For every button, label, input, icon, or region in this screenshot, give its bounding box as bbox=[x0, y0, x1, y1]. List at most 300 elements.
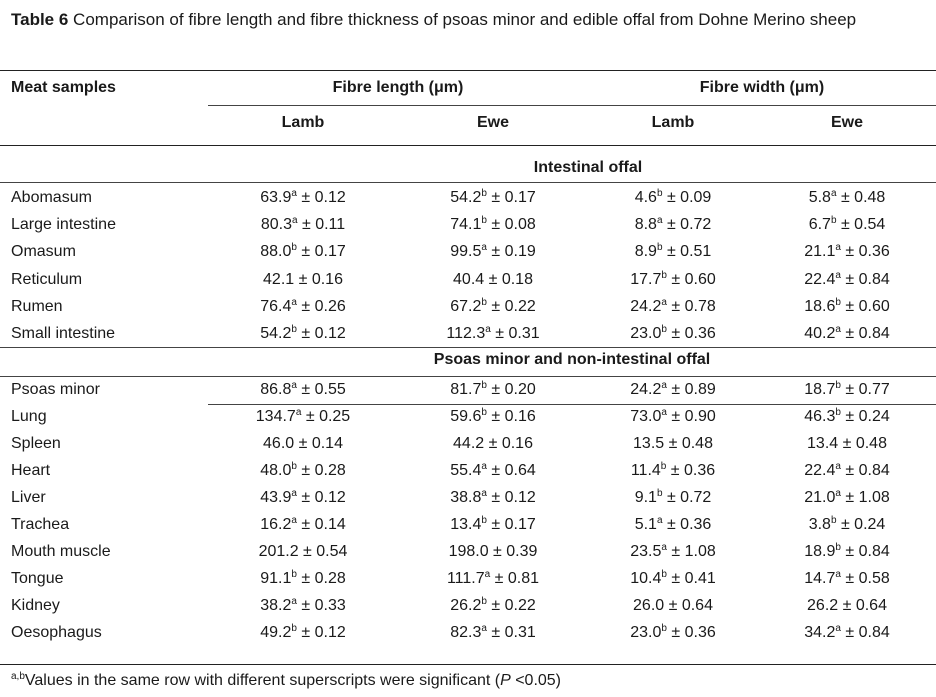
table-row bbox=[0, 430, 936, 457]
row-label: Omasum bbox=[11, 243, 76, 260]
cell-superscript: a bbox=[661, 380, 667, 391]
cell-error: 0.81 bbox=[507, 570, 540, 587]
subheader-lamb-width: Lamb bbox=[651, 114, 695, 131]
cell-superscript: b bbox=[291, 242, 297, 253]
cell-error: 0.72 bbox=[680, 216, 712, 233]
cell-error: 0.90 bbox=[684, 408, 716, 425]
cell-mean: 3.8 bbox=[808, 516, 831, 533]
table-cell bbox=[588, 238, 758, 265]
cell-superscript: b bbox=[481, 515, 487, 526]
table-cell bbox=[758, 320, 936, 347]
table-cell bbox=[398, 565, 588, 592]
cell-mean: 112.3 bbox=[446, 325, 486, 342]
row-label: Lung bbox=[11, 408, 47, 425]
plus-minus-sign: ± bbox=[296, 298, 315, 315]
cell-error: 0.18 bbox=[501, 271, 533, 288]
section-rule bbox=[0, 182, 936, 183]
table-row bbox=[0, 403, 936, 430]
cell-error: 0.08 bbox=[504, 216, 536, 233]
table-cell bbox=[588, 619, 758, 646]
cell-mean: 40.2 bbox=[804, 325, 836, 342]
table-row bbox=[0, 238, 936, 265]
table-cell bbox=[758, 184, 936, 211]
cell-error: 0.36 bbox=[684, 462, 716, 479]
row-label: Oesophagus bbox=[11, 624, 102, 641]
plus-minus-sign: ± bbox=[666, 271, 685, 288]
cell-superscript: b bbox=[661, 569, 667, 580]
plus-minus-sign: ± bbox=[297, 216, 316, 233]
cell-mean: 54.2 bbox=[260, 325, 292, 342]
plus-minus-sign: ± bbox=[666, 624, 685, 641]
cell-mean: 10.4 bbox=[630, 570, 662, 587]
table-row bbox=[0, 376, 936, 403]
table-cell bbox=[758, 430, 936, 457]
cell-error: 0.58 bbox=[858, 570, 890, 587]
cell-mean: 54.2 bbox=[450, 189, 482, 206]
cell-error: 0.48 bbox=[681, 435, 713, 452]
cell-mean: 5.8 bbox=[808, 189, 831, 206]
cell-error: 0.72 bbox=[680, 489, 712, 506]
cell-superscript: b bbox=[481, 407, 487, 418]
cell-mean: 63.9 bbox=[260, 189, 292, 206]
table-cell bbox=[758, 619, 936, 646]
plus-minus-sign: ± bbox=[486, 462, 505, 479]
bottom-rule bbox=[0, 664, 936, 665]
cell-error: 0.24 bbox=[854, 516, 886, 533]
table-cell bbox=[208, 211, 398, 238]
plus-minus-sign: ± bbox=[296, 624, 315, 641]
cell-error: 0.84 bbox=[858, 543, 890, 560]
table-row bbox=[0, 619, 936, 646]
cell-superscript: a bbox=[291, 380, 297, 391]
cell-error: 0.16 bbox=[501, 435, 533, 452]
cell-superscript: a bbox=[481, 461, 487, 472]
plus-minus-sign: ± bbox=[666, 462, 685, 479]
header-bottom-rule bbox=[0, 145, 936, 146]
plus-minus-sign: ± bbox=[666, 570, 685, 587]
plus-minus-sign: ± bbox=[296, 243, 315, 260]
cell-superscript: a bbox=[835, 488, 841, 499]
cell-mean: 49.2 bbox=[260, 624, 292, 641]
caption-text: Comparison of fibre length and fibre thickness of psoas minor and edible offal from Dohne Merino sheep bbox=[68, 10, 857, 29]
plus-minus-sign: ± bbox=[490, 570, 508, 587]
cell-error: 0.12 bbox=[314, 624, 346, 641]
table-row bbox=[0, 565, 936, 592]
cell-mean: 13.4 bbox=[807, 435, 839, 452]
cell-error: 0.22 bbox=[504, 298, 536, 315]
cell-superscript: a bbox=[835, 461, 841, 472]
table-cell bbox=[588, 538, 758, 565]
cell-error: 1.08 bbox=[858, 489, 890, 506]
cell-error: 0.60 bbox=[684, 271, 716, 288]
cell-superscript: a bbox=[484, 569, 491, 580]
plus-minus-sign: ± bbox=[840, 543, 859, 560]
cell-error: 0.39 bbox=[506, 543, 538, 560]
plus-minus-sign: ± bbox=[662, 489, 681, 506]
cell-error: 0.17 bbox=[504, 189, 536, 206]
cell-mean: 76.4 bbox=[260, 298, 292, 315]
plus-minus-sign: ± bbox=[662, 516, 681, 533]
row-label: Kidney bbox=[11, 597, 60, 614]
cell-superscript: a bbox=[481, 488, 487, 499]
table-cell bbox=[588, 376, 758, 403]
table-row bbox=[0, 484, 936, 511]
cell-error: 0.16 bbox=[504, 408, 536, 425]
cell-mean: 74.1 bbox=[450, 216, 482, 233]
cell-superscript: a bbox=[656, 215, 663, 226]
cell-superscript: b bbox=[481, 188, 487, 199]
cell-error: 0.55 bbox=[314, 381, 346, 398]
cell-mean: 111.7 bbox=[446, 570, 485, 587]
cell-superscript: a bbox=[291, 297, 297, 308]
section-title: Intestinal offal bbox=[533, 159, 643, 176]
header-fibre-width: Fibre width (μm) bbox=[699, 79, 825, 96]
cell-superscript: a bbox=[835, 324, 841, 335]
table-cell bbox=[398, 320, 588, 347]
cell-error: 0.22 bbox=[504, 597, 536, 614]
plus-minus-sign: ± bbox=[486, 189, 505, 206]
table-row bbox=[0, 511, 936, 538]
cell-error: 0.26 bbox=[314, 298, 346, 315]
cell-mean: 9.1 bbox=[634, 489, 657, 506]
cell-error: 0.16 bbox=[311, 271, 343, 288]
cell-error: 0.28 bbox=[314, 570, 346, 587]
cell-error: 0.64 bbox=[681, 597, 713, 614]
row-label: Large intestine bbox=[11, 216, 116, 233]
cell-mean: 24.2 bbox=[630, 298, 662, 315]
cell-error: 0.14 bbox=[311, 435, 343, 452]
cell-superscript: a bbox=[661, 297, 667, 308]
row-label: Mouth muscle bbox=[11, 543, 111, 560]
top-rule bbox=[0, 70, 936, 71]
table-cell bbox=[208, 511, 398, 538]
cell-error: 0.84 bbox=[858, 271, 890, 288]
table-cell bbox=[398, 184, 588, 211]
cell-mean: 91.1 bbox=[260, 570, 292, 587]
cell-error: 0.60 bbox=[858, 298, 890, 315]
plus-minus-sign: ± bbox=[840, 624, 859, 641]
subheader-lamb-length: Lamb bbox=[281, 114, 325, 131]
footnote-tail: <0.05) bbox=[510, 672, 562, 689]
plus-minus-sign: ± bbox=[666, 408, 685, 425]
cell-mean: 8.9 bbox=[634, 243, 657, 260]
plus-minus-sign: ± bbox=[840, 243, 859, 260]
plus-minus-sign: ± bbox=[298, 543, 317, 560]
cell-mean: 21.1 bbox=[804, 243, 836, 260]
subheader-ewe-width: Ewe bbox=[830, 114, 863, 131]
plus-minus-sign: ± bbox=[296, 570, 315, 587]
cell-mean: 11.4 bbox=[630, 462, 661, 479]
table-cell bbox=[398, 430, 588, 457]
table-cell bbox=[758, 511, 936, 538]
cell-error: 0.28 bbox=[314, 462, 346, 479]
plus-minus-sign: ± bbox=[666, 381, 685, 398]
cell-mean: 67.2 bbox=[450, 298, 482, 315]
cell-superscript: a bbox=[656, 515, 663, 526]
plus-minus-sign: ± bbox=[666, 325, 685, 342]
footnote-text: Values in the same row with different superscripts were significant ( bbox=[24, 672, 501, 689]
cell-mean: 17.7 bbox=[630, 271, 662, 288]
cell-superscript: a bbox=[295, 407, 302, 418]
cell-mean: 80.3 bbox=[260, 216, 292, 233]
plus-minus-sign: ± bbox=[840, 489, 859, 506]
plus-minus-sign: ± bbox=[666, 298, 685, 315]
table-cell bbox=[398, 511, 588, 538]
cell-mean: 23.0 bbox=[630, 624, 662, 641]
table-cell bbox=[758, 457, 936, 484]
plus-minus-sign: ± bbox=[486, 381, 505, 398]
cell-mean: 34.2 bbox=[804, 624, 836, 641]
cell-error: 0.51 bbox=[680, 243, 712, 260]
cell-superscript: b bbox=[481, 380, 487, 391]
cell-superscript: a bbox=[835, 270, 841, 281]
table-cell bbox=[588, 430, 758, 457]
plus-minus-sign: ± bbox=[294, 435, 312, 452]
table-cell bbox=[758, 211, 936, 238]
cell-error: 0.12 bbox=[504, 489, 536, 506]
plus-minus-sign: ± bbox=[836, 189, 855, 206]
cell-superscript: b bbox=[656, 488, 663, 499]
table-caption bbox=[11, 9, 926, 31]
cell-superscript: b bbox=[835, 542, 841, 553]
table-cell bbox=[588, 565, 758, 592]
cell-mean: 22.4 bbox=[804, 462, 836, 479]
cell-error: 0.54 bbox=[854, 216, 886, 233]
cell-error: 0.11 bbox=[315, 216, 346, 233]
cell-mean: 55.4 bbox=[450, 462, 482, 479]
cell-error: 0.12 bbox=[314, 325, 346, 342]
table-label: Table 6 bbox=[11, 10, 69, 29]
cell-mean: 59.6 bbox=[450, 408, 482, 425]
plus-minus-sign: ± bbox=[664, 435, 682, 452]
plus-minus-sign: ± bbox=[484, 271, 502, 288]
plus-minus-sign: ± bbox=[662, 216, 681, 233]
cell-superscript: b bbox=[661, 623, 667, 634]
cell-superscript: b bbox=[830, 215, 837, 226]
cell-mean: 38.8 bbox=[450, 489, 482, 506]
row-label: Spleen bbox=[11, 435, 61, 452]
cell-superscript: a bbox=[835, 242, 841, 253]
table-cell bbox=[208, 619, 398, 646]
table-row bbox=[0, 457, 936, 484]
subheader-ewe-length: Ewe bbox=[476, 114, 509, 131]
cell-superscript: a bbox=[485, 324, 491, 335]
plus-minus-sign: ± bbox=[838, 597, 856, 614]
cell-mean: 4.6 bbox=[634, 189, 657, 206]
cell-mean: 23.0 bbox=[630, 325, 662, 342]
plus-minus-sign: ± bbox=[296, 381, 315, 398]
cell-error: 0.84 bbox=[858, 325, 890, 342]
table-cell bbox=[398, 484, 588, 511]
table-cell bbox=[398, 592, 588, 619]
plus-minus-sign: ± bbox=[840, 271, 859, 288]
table-cell bbox=[398, 238, 588, 265]
plus-minus-sign: ± bbox=[486, 243, 505, 260]
header-group-rule bbox=[208, 105, 936, 106]
cell-error: 0.64 bbox=[855, 597, 887, 614]
cell-superscript: b bbox=[481, 215, 487, 226]
cell-error: 0.12 bbox=[314, 189, 346, 206]
cell-mean: 38.2 bbox=[260, 597, 292, 614]
cell-error: 0.31 bbox=[508, 325, 540, 342]
table-cell bbox=[758, 293, 936, 320]
row-label: Psoas minor bbox=[11, 381, 100, 398]
table-cell bbox=[588, 266, 758, 293]
table-cell bbox=[758, 403, 936, 430]
cell-superscript: b bbox=[291, 461, 297, 472]
cell-error: 0.14 bbox=[314, 516, 346, 533]
cell-mean: 42.1 bbox=[263, 271, 295, 288]
cell-superscript: a bbox=[291, 515, 297, 526]
cell-mean: 26.2 bbox=[450, 597, 482, 614]
row-label: Heart bbox=[11, 462, 51, 479]
row-label: Trachea bbox=[11, 516, 70, 533]
cell-mean: 14.7 bbox=[804, 570, 836, 587]
table-cell bbox=[588, 592, 758, 619]
cell-superscript: b bbox=[481, 297, 487, 308]
cell-error: 0.33 bbox=[314, 597, 346, 614]
cell-mean: 18.7 bbox=[804, 381, 836, 398]
cell-superscript: a bbox=[661, 407, 667, 418]
cell-superscript: a bbox=[830, 188, 837, 199]
cell-superscript: b bbox=[656, 242, 663, 253]
cell-error: 0.17 bbox=[504, 516, 536, 533]
table-cell bbox=[398, 266, 588, 293]
row-label: Tongue bbox=[11, 570, 64, 587]
table-cell bbox=[588, 211, 758, 238]
cell-superscript: b bbox=[835, 380, 841, 391]
table-cell bbox=[208, 266, 398, 293]
plus-minus-sign: ± bbox=[488, 543, 507, 560]
plus-minus-sign: ± bbox=[486, 597, 505, 614]
cell-mean: 43.9 bbox=[260, 489, 292, 506]
plus-minus-sign: ± bbox=[294, 271, 312, 288]
section-rule bbox=[0, 347, 936, 348]
cell-superscript: a bbox=[291, 188, 297, 199]
cell-mean: 8.8 bbox=[634, 216, 657, 233]
table-cell bbox=[398, 538, 588, 565]
plus-minus-sign: ± bbox=[296, 597, 315, 614]
plus-minus-sign: ± bbox=[840, 325, 859, 342]
table-cell bbox=[208, 430, 398, 457]
table-cell bbox=[208, 238, 398, 265]
cell-mean: 22.4 bbox=[804, 271, 836, 288]
table-cell bbox=[758, 592, 936, 619]
cell-mean: 198.0 bbox=[448, 543, 489, 560]
table-cell bbox=[208, 592, 398, 619]
table-cell bbox=[398, 293, 588, 320]
table-cell bbox=[208, 293, 398, 320]
table-cell bbox=[208, 403, 398, 430]
table-row bbox=[0, 266, 936, 293]
table-cell bbox=[588, 457, 758, 484]
cell-mean: 99.5 bbox=[450, 243, 482, 260]
cell-error: 0.54 bbox=[316, 543, 348, 560]
plus-minus-sign: ± bbox=[486, 298, 505, 315]
cell-error: 1.08 bbox=[684, 543, 716, 560]
cell-error: 0.36 bbox=[858, 243, 890, 260]
cell-superscript: a bbox=[481, 623, 487, 634]
table-row bbox=[0, 538, 936, 565]
plus-minus-sign: ± bbox=[666, 543, 685, 560]
table-cell bbox=[588, 511, 758, 538]
cell-mean: 81.7 bbox=[450, 381, 482, 398]
cell-error: 0.31 bbox=[504, 624, 536, 641]
table-cell bbox=[398, 619, 588, 646]
cell-superscript: b bbox=[481, 596, 487, 607]
table-cell bbox=[758, 484, 936, 511]
cell-error: 0.84 bbox=[858, 624, 890, 641]
cell-superscript: a bbox=[291, 488, 297, 499]
cell-mean: 13.5 bbox=[633, 435, 665, 452]
cell-error: 0.09 bbox=[680, 189, 712, 206]
cell-mean: 86.8 bbox=[260, 381, 292, 398]
table-cell bbox=[588, 484, 758, 511]
plus-minus-sign: ± bbox=[838, 435, 856, 452]
row-label: Reticulum bbox=[11, 271, 83, 288]
cell-error: 0.48 bbox=[854, 189, 886, 206]
table-cell bbox=[208, 565, 398, 592]
table-cell bbox=[208, 320, 398, 347]
cell-error: 0.24 bbox=[858, 408, 890, 425]
cell-error: 0.48 bbox=[855, 435, 887, 452]
cell-mean: 82.3 bbox=[450, 624, 482, 641]
cell-error: 0.41 bbox=[684, 570, 716, 587]
cell-mean: 26.2 bbox=[807, 597, 839, 614]
cell-superscript: b bbox=[660, 461, 667, 472]
row-label: Rumen bbox=[11, 298, 63, 315]
footnote bbox=[11, 672, 561, 690]
plus-minus-sign: ± bbox=[301, 408, 320, 425]
cell-superscript: b bbox=[835, 297, 841, 308]
plus-minus-sign: ± bbox=[840, 570, 859, 587]
table-cell bbox=[588, 403, 758, 430]
cell-error: 0.36 bbox=[684, 325, 716, 342]
cell-mean: 18.9 bbox=[804, 543, 836, 560]
cell-superscript: a bbox=[661, 542, 667, 553]
table-cell bbox=[208, 376, 398, 403]
cell-superscript: b bbox=[291, 324, 297, 335]
cell-superscript: a bbox=[835, 623, 841, 634]
cell-mean: 46.3 bbox=[804, 408, 836, 425]
cell-superscript: b bbox=[661, 324, 667, 335]
plus-minus-sign: ± bbox=[840, 408, 859, 425]
cell-error: 0.77 bbox=[858, 381, 890, 398]
table-cell bbox=[588, 320, 758, 347]
cell-error: 0.84 bbox=[858, 462, 890, 479]
row-label: Abomasum bbox=[11, 189, 92, 206]
table-cell bbox=[398, 376, 588, 403]
cell-superscript: b bbox=[830, 515, 837, 526]
header-fibre-length: Fibre length (μm) bbox=[332, 79, 464, 96]
cell-mean: 201.2 bbox=[258, 543, 299, 560]
table-row bbox=[0, 211, 936, 238]
table-cell bbox=[758, 266, 936, 293]
cell-mean: 44.2 bbox=[453, 435, 485, 452]
cell-error: 0.78 bbox=[684, 298, 716, 315]
cell-superscript: a bbox=[291, 215, 298, 226]
cell-error: 0.19 bbox=[504, 243, 536, 260]
cell-error: 0.25 bbox=[319, 408, 351, 425]
plus-minus-sign: ± bbox=[486, 216, 505, 233]
plus-minus-sign: ± bbox=[662, 189, 681, 206]
plus-minus-sign: ± bbox=[662, 243, 681, 260]
plus-minus-sign: ± bbox=[484, 435, 502, 452]
table-cell bbox=[758, 376, 936, 403]
plus-minus-sign: ± bbox=[296, 489, 315, 506]
plus-minus-sign: ± bbox=[486, 624, 505, 641]
cell-mean: 5.1 bbox=[634, 516, 657, 533]
